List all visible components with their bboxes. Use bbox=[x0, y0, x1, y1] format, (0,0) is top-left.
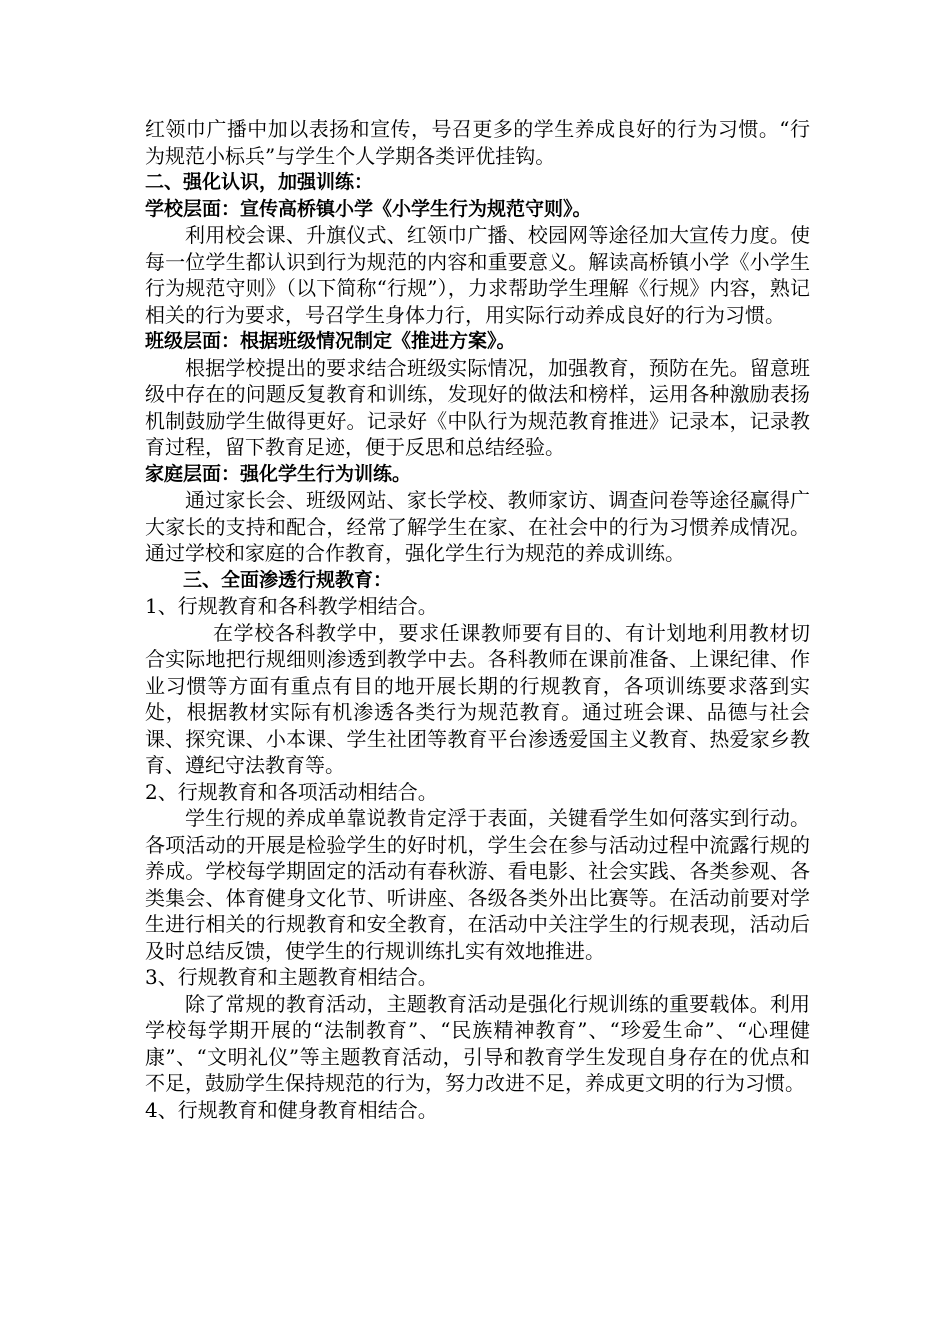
list-item-2: 2、行规教育和各项活动相结合。 bbox=[145, 779, 438, 804]
paragraph-family: 通过家长会、班级网站、家长学校、教师家访、调查问卷等途径赢得广大家长的支持和配合，经常了解学生在家、在社会中的行为习惯养成情况。通过学校和家庭的合作教育，强化学生行为规范的养成训练。 bbox=[145, 488, 810, 565]
level-heading-family: 家庭层面：强化学生行为训练。 bbox=[145, 462, 412, 485]
paragraph-activities: 学生行规的养成单靠说教肯定浮于表面，关键看学生如何落实到行动。各项活动的开展是检验学生的好时机，学生会在参与活动过程中流露行规的养成。学校每学期固定的活动有春秋游、看电影、社会实践、各类参观、各类集会、体育健身文化节、听讲座、各级各类外出比赛等。在活动前要对学生进行相关的行规教育和安全教育，在活动中关注学生的行规表现，活动后及时总结反馈，使学生的行规训练扎实有效地推进。 bbox=[145, 806, 810, 963]
level-heading-class: 班级层面：根据班级情况制定《推进方案》。 bbox=[145, 330, 516, 352]
paragraph-class: 根据学校提出的要求结合班级实际情况，加强教育，预防在先。留意班级中存在的问题反复教育和训练，发现好的做法和榜样，运用各种激励表扬机制鼓励学生做得更好。记录好《中队行为规范教育推进》记录本，记录教育过程，留下教育足迹，便于反思和总结经验。 bbox=[145, 355, 810, 459]
list-item-1: 1、行规教育和各科教学相结合。 bbox=[145, 594, 438, 618]
paragraph-school: 利用校会课、升旗仪式、红领巾广播、校园网等途径加大宣传力度。使每一位学生都认识到行为规范的内容和重要意义。解读高桥镇小学《小学生行为规范守则》（以下简称“行规”），力求帮助学生理解《行规》内容，熟记相关的行为要求，号召学生身体力行，用实际行动养成良好的行为习惯。 bbox=[145, 223, 810, 327]
list-item-4: 4、行规教育和健身教育相结合。 bbox=[145, 1097, 438, 1122]
paragraph-continued: 红领巾广播中加以表扬和宣传，号召更多的学生养成良好的行为习惯。“行为规范小标兵”与学生个人学期各类评优挂钩。 bbox=[145, 117, 810, 168]
section-heading-2: 二、强化认识，加强训练： bbox=[145, 171, 374, 193]
paragraph-themes: 除了常规的教育活动，主题教育活动是强化行规训练的重要载体。利用学校每学期开展的“法制教育”、“民族精神教育”、“珍爱生命”、“心理健康”、“文明礼仪”等主题教育活动，引导和教育学生发现自身存在的优点和不足，鼓励学生保持规范的行为，努力改进不足，养成更文明的行为习惯。 bbox=[145, 991, 810, 1095]
document-page bbox=[145, 116, 810, 1123]
level-heading-school: 学校层面：宣传高桥镇小学《小学生行为规范守则》。 bbox=[145, 197, 592, 220]
list-item-3: 3、行规教育和主题教育相结合。 bbox=[145, 965, 438, 989]
paragraph-teaching: 在学校各科教学中，要求任课教师要有目的、有计划地利用教材切合实际地把行规细则渗透到教学中去。各科教师在课前准备、上课纪律、作业习惯等方面有重点有目的地开展长期的行规教育，各项训练要求落到实处，根据教材实际有机渗透各类行为规范教育。通过班会课、品德与社会课、探究课、小本课、学生社团等教育平台渗透爱国主义教育、热爱家乡教育、遵纪守法教育等。 bbox=[145, 620, 810, 777]
section-heading-3: 三、全面渗透行规教育： bbox=[183, 568, 393, 591]
